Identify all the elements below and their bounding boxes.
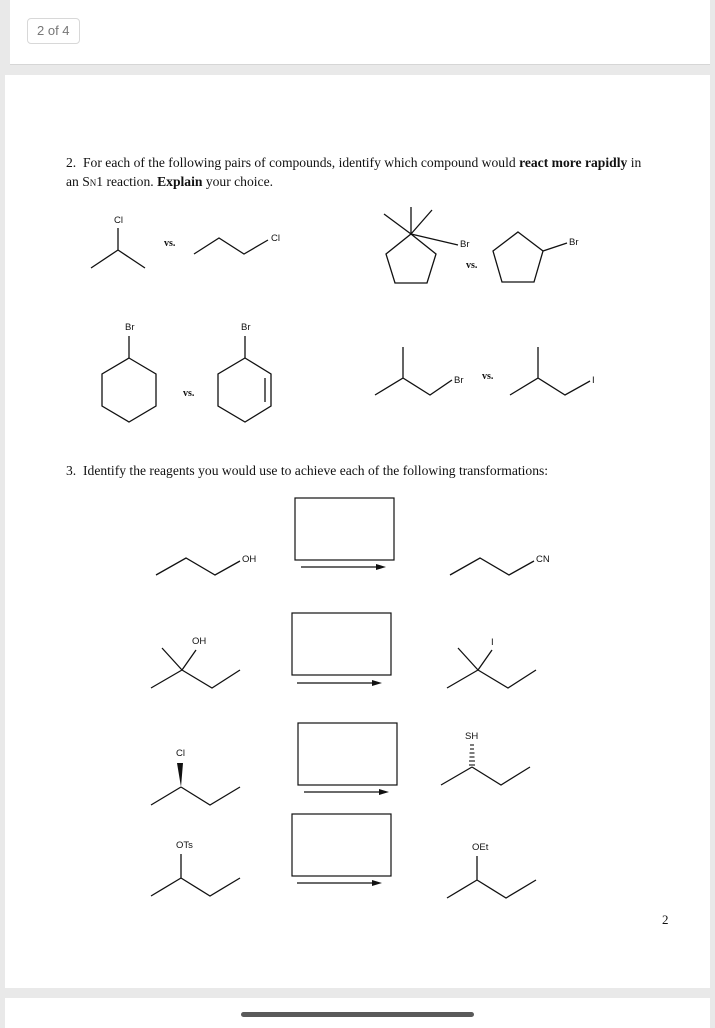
tosylate-structure — [151, 840, 240, 896]
reaction-arrow-1 — [301, 564, 386, 570]
reagent-answer-box-1[interactable] — [295, 498, 394, 560]
reagent-answer-box-3[interactable] — [298, 723, 397, 785]
hashed-wedge-bond — [469, 745, 475, 765]
isobutyl-bromide-structure — [375, 347, 464, 395]
group-label-ots: OTs — [176, 840, 193, 851]
q2-text-mid: in an S — [66, 155, 642, 189]
q2-text-after: 1 reaction. — [96, 174, 158, 189]
atom-label-br: Br — [241, 322, 251, 333]
atom-label-br: Br — [569, 237, 579, 248]
tert-butyl-chloride-structure — [91, 215, 145, 268]
atom-label-cl: Cl — [271, 233, 280, 244]
page-number: 2 — [662, 912, 669, 927]
group-label-oh: OH — [192, 636, 207, 647]
reagent-answer-box-2[interactable] — [292, 613, 391, 675]
page-indicator: 2 of 4 — [27, 18, 80, 44]
chiral-chloride-structure — [151, 748, 240, 805]
q2-text-end: your choice. — [202, 174, 274, 189]
tertiary-iodide-structure — [447, 637, 536, 688]
reaction-arrow-3 — [304, 789, 389, 795]
q2-number: 2. — [66, 155, 77, 170]
nitrile-structure — [450, 554, 550, 575]
tert-butyl-bromocyclopentane-structure — [384, 207, 470, 283]
reaction-arrow-2 — [297, 680, 382, 686]
ethyl-ether-structure — [447, 842, 536, 898]
reagent-answer-box-4[interactable] — [292, 814, 391, 876]
q2-bold-react: react more rapidly — [519, 155, 628, 170]
q2-subscript-n: N — [89, 178, 97, 188]
q3-number: 3. — [66, 463, 77, 478]
vs-label: vs. — [466, 260, 478, 271]
group-label-i: I — [491, 637, 494, 648]
vs-label: vs. — [482, 371, 494, 382]
bromocyclohexane-structure — [102, 322, 156, 422]
atom-label-cl: Cl — [114, 215, 123, 226]
group-label-oh: OH — [242, 554, 257, 565]
q2-bold-explain: Explain — [157, 174, 203, 189]
q2-text-before: For each of the following pairs of compounds, identify which compound would — [83, 155, 520, 170]
group-label-cn: CN — [536, 554, 550, 565]
chiral-thiol-structure — [441, 731, 530, 785]
group-label-cl: Cl — [176, 748, 185, 759]
bromocyclopentane-structure — [493, 232, 579, 282]
atom-label-br: Br — [454, 375, 464, 386]
q3-text: Identify the reagents you would use to achieve each of the following transformations: — [83, 463, 549, 478]
tertiary-alcohol-structure — [151, 636, 240, 688]
1-chloropropane-structure — [194, 233, 280, 254]
vs-label: vs. — [183, 388, 195, 399]
vs-label: vs. — [164, 238, 176, 249]
group-label-sh: SH — [465, 731, 479, 742]
isobutyl-iodide-structure — [510, 347, 595, 395]
group-label-oet: OEt — [472, 842, 489, 853]
reaction-arrow-4 — [297, 880, 382, 886]
wedge-bond — [177, 763, 183, 787]
atom-label-br: Br — [460, 239, 470, 250]
home-indicator[interactable] — [241, 1012, 474, 1017]
atom-label-br: Br — [125, 322, 135, 333]
atom-label-i: I — [592, 375, 595, 386]
bromocyclohexene-structure — [218, 322, 271, 422]
propanol-structure — [156, 554, 256, 575]
